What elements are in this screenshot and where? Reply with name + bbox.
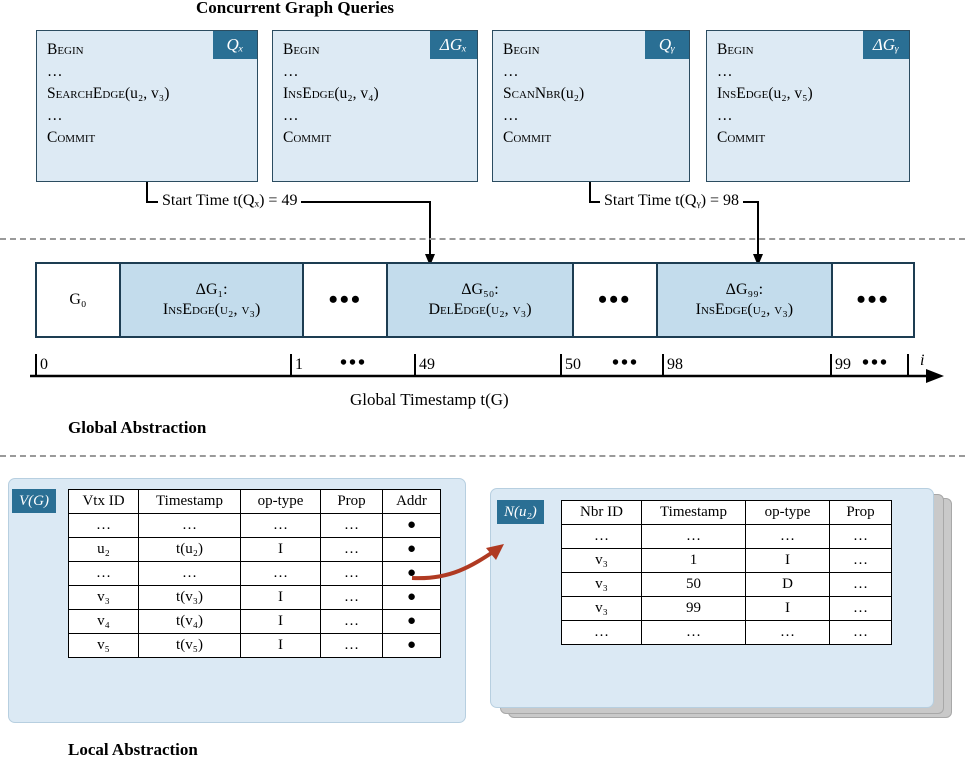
chain-cell-dg99 xyxy=(658,264,834,336)
chain-cell-dots: ••• xyxy=(328,284,362,314)
query-line-op xyxy=(283,83,467,105)
cell-optype: … xyxy=(241,514,321,538)
vertex-col-optype: op-type xyxy=(241,490,321,514)
chain-cell-op: DelEdge(u₂, v₃) xyxy=(428,301,532,318)
query-op-name: ScanNbr xyxy=(503,85,561,102)
timeline-tick-label-3: 50 xyxy=(565,356,581,373)
timeline-tick-label-5: 99 xyxy=(835,356,851,373)
chain-cell-op: InsEdge(u₂, v₃) xyxy=(695,301,794,318)
table-row xyxy=(69,562,441,586)
query-line-begin: Begin xyxy=(717,41,754,58)
query-op-name: SearchEdge xyxy=(47,85,125,102)
table-row xyxy=(69,586,441,610)
timeline-axis xyxy=(0,348,965,388)
table-row xyxy=(69,538,441,562)
table-row xyxy=(69,634,441,658)
chain-cell-label: ΔG₁: xyxy=(195,281,228,298)
query-tag-qy: Qᵧ xyxy=(645,31,689,59)
nbr-col-timestamp: Timestamp xyxy=(642,501,746,525)
timeline-tick xyxy=(907,354,909,376)
cell-prop: … xyxy=(321,634,383,658)
table-row xyxy=(69,514,441,538)
neighbor-table-tag: N(u₂) xyxy=(497,500,544,524)
query-line-begin: Begin xyxy=(47,41,84,58)
chain-cell-gap3 xyxy=(833,264,913,336)
cell-timestamp: t(v₃) xyxy=(139,586,241,610)
query-line-op xyxy=(717,83,899,105)
timeline-tick xyxy=(662,354,664,376)
table-row xyxy=(562,549,892,573)
query-line-op xyxy=(47,83,247,105)
cell-nbrid: … xyxy=(562,525,642,549)
cell-timestamp: t(u₂) xyxy=(139,538,241,562)
cell-prop: … xyxy=(321,610,383,634)
query-box-dgy xyxy=(706,30,910,182)
cell-timestamp: 1 xyxy=(642,549,746,573)
global-abstraction-title: Global Abstraction xyxy=(68,418,207,437)
chain-cell-g0 xyxy=(37,264,121,336)
query-line-commit: Commit xyxy=(503,129,552,146)
cell-timestamp: … xyxy=(642,621,746,645)
table-header-row xyxy=(69,490,441,514)
table-header-row xyxy=(562,501,892,525)
cell-optype: … xyxy=(746,621,830,645)
cell-prop: … xyxy=(830,525,892,549)
query-op-name: InsEdge xyxy=(717,85,769,102)
query-line-op xyxy=(503,83,679,105)
query-line-dots2: … xyxy=(503,107,520,124)
timeline-gap-dots-3: ••• xyxy=(862,352,890,374)
timeline-tick xyxy=(560,354,562,376)
timeline-tick-label-0: 0 xyxy=(40,356,48,373)
cell-timestamp: … xyxy=(139,562,241,586)
query-line-dots2: … xyxy=(283,107,300,124)
cell-vtxid: u₂ xyxy=(69,538,139,562)
table-row xyxy=(562,573,892,597)
cell-prop: … xyxy=(321,514,383,538)
timeline-tick xyxy=(35,354,37,376)
query-op-name: InsEdge xyxy=(283,85,335,102)
cell-prop: … xyxy=(321,586,383,610)
cell-timestamp: t(v₄) xyxy=(139,610,241,634)
chain-cell-gap1 xyxy=(304,264,388,336)
cell-timestamp: 50 xyxy=(642,573,746,597)
cell-prop: … xyxy=(830,549,892,573)
chain-cell-dg1 xyxy=(121,264,305,336)
query-tag-qx: Qₓ xyxy=(213,31,257,59)
nbr-col-prop: Prop xyxy=(830,501,892,525)
vertex-col-vtxid: Vtx ID xyxy=(69,490,139,514)
chain-cell-op: InsEdge(u₂, v₃) xyxy=(162,301,261,318)
cell-optype: I xyxy=(746,597,830,621)
table-row xyxy=(562,621,892,645)
query-op-args: (u₂, v₅) xyxy=(768,85,813,102)
cell-optype: I xyxy=(241,634,321,658)
chain-cell-gap2 xyxy=(574,264,658,336)
query-line-commit: Commit xyxy=(47,129,96,146)
cell-optype: I xyxy=(241,538,321,562)
table-row xyxy=(69,610,441,634)
query-line-commit: Commit xyxy=(717,129,766,146)
cell-optype: I xyxy=(241,610,321,634)
query-box-dgx xyxy=(272,30,478,182)
chain-cell-dg50 xyxy=(388,264,574,336)
timeline-tick xyxy=(290,354,292,376)
query-tag-dgy: ΔGᵧ xyxy=(863,31,909,59)
query-line-dots2: … xyxy=(717,107,734,124)
chain-cell-dots: ••• xyxy=(856,284,890,314)
query-line-dots: … xyxy=(503,63,520,80)
cell-timestamp: t(v₅) xyxy=(139,634,241,658)
chain-cell-dots: ••• xyxy=(598,284,632,314)
start-time-label-qx: Start Time t(Qₓ) = 49 xyxy=(158,192,301,210)
cell-prop: … xyxy=(321,538,383,562)
cell-prop: … xyxy=(830,573,892,597)
cell-optype: … xyxy=(241,562,321,586)
cell-addr: ● xyxy=(383,586,441,610)
timeline-gap-dots-1: ••• xyxy=(340,352,368,374)
query-line-dots: … xyxy=(283,63,300,80)
table-row xyxy=(562,525,892,549)
cell-addr: ● xyxy=(383,562,441,586)
cell-addr: ● xyxy=(383,634,441,658)
timeline-tick-label-2: 49 xyxy=(419,356,435,373)
vertex-table-tag: V(G) xyxy=(12,489,56,513)
neighbor-table xyxy=(561,500,892,645)
cell-nbrid: v₃ xyxy=(562,549,642,573)
cell-addr: ● xyxy=(383,610,441,634)
address-pointer-arrow xyxy=(400,540,540,600)
cell-vtxid: … xyxy=(69,562,139,586)
cell-vtxid: … xyxy=(69,514,139,538)
start-time-label-qy: Start Time t(Qᵧ) = 98 xyxy=(600,192,743,210)
cell-timestamp: … xyxy=(139,514,241,538)
timeline-tick-label-4: 98 xyxy=(667,356,683,373)
cell-optype: … xyxy=(746,525,830,549)
chain-cell-label: G₀ xyxy=(69,291,87,308)
cell-optype: D xyxy=(746,573,830,597)
query-line-dots: … xyxy=(717,63,734,80)
cell-optype: I xyxy=(746,549,830,573)
query-line-dots2: … xyxy=(47,107,64,124)
start-time-connectors xyxy=(0,180,965,270)
vertex-col-timestamp: Timestamp xyxy=(139,490,241,514)
table-row xyxy=(562,597,892,621)
divider-bottom xyxy=(0,455,965,457)
cell-timestamp: 99 xyxy=(642,597,746,621)
timeline-tick-label-1: 1 xyxy=(295,356,303,373)
cell-vtxid: v₄ xyxy=(69,610,139,634)
vertex-col-addr: Addr xyxy=(383,490,441,514)
timeline-index-label: i xyxy=(920,352,925,369)
timeline-tick xyxy=(830,354,832,376)
chain-cell-label: ΔG₅₀: xyxy=(461,281,499,298)
nbr-col-nbrid: Nbr ID xyxy=(562,501,642,525)
cell-nbrid: v₃ xyxy=(562,573,642,597)
cell-prop: … xyxy=(321,562,383,586)
cell-addr: ● xyxy=(383,538,441,562)
cell-vtxid: v₃ xyxy=(69,586,139,610)
query-tag-dgx: ΔGₓ xyxy=(430,31,477,59)
timeline-tick xyxy=(414,354,416,376)
cell-addr: ● xyxy=(383,514,441,538)
delta-chain xyxy=(35,262,915,338)
local-abstraction-title: Local Abstraction xyxy=(68,740,198,759)
cell-optype: I xyxy=(241,586,321,610)
chain-cell-label: ΔG₉₉: xyxy=(725,281,764,298)
cell-timestamp: … xyxy=(642,525,746,549)
query-line-commit: Commit xyxy=(283,129,332,146)
timeline-axis-label: Global Timestamp t(G) xyxy=(350,390,509,409)
divider-top xyxy=(0,238,965,240)
cell-nbrid: … xyxy=(562,621,642,645)
query-line-begin: Begin xyxy=(283,41,320,58)
query-line-begin: Begin xyxy=(503,41,540,58)
vertex-table xyxy=(68,489,441,658)
query-op-args: (u₂, v₄) xyxy=(334,85,379,102)
query-line-dots: … xyxy=(47,63,64,80)
query-box-qx xyxy=(36,30,258,182)
cell-nbrid: v₃ xyxy=(562,597,642,621)
query-op-args: (u₂, v₃) xyxy=(124,85,170,102)
query-box-qy xyxy=(492,30,690,182)
nbr-col-optype: op-type xyxy=(746,501,830,525)
cell-prop: … xyxy=(830,597,892,621)
vertex-col-prop: Prop xyxy=(321,490,383,514)
timeline-gap-dots-2: ••• xyxy=(612,352,640,374)
cell-prop: … xyxy=(830,621,892,645)
page-title: Concurrent Graph Queries xyxy=(196,0,395,17)
cell-vtxid: v₅ xyxy=(69,634,139,658)
query-op-args: (u₂) xyxy=(560,85,585,102)
